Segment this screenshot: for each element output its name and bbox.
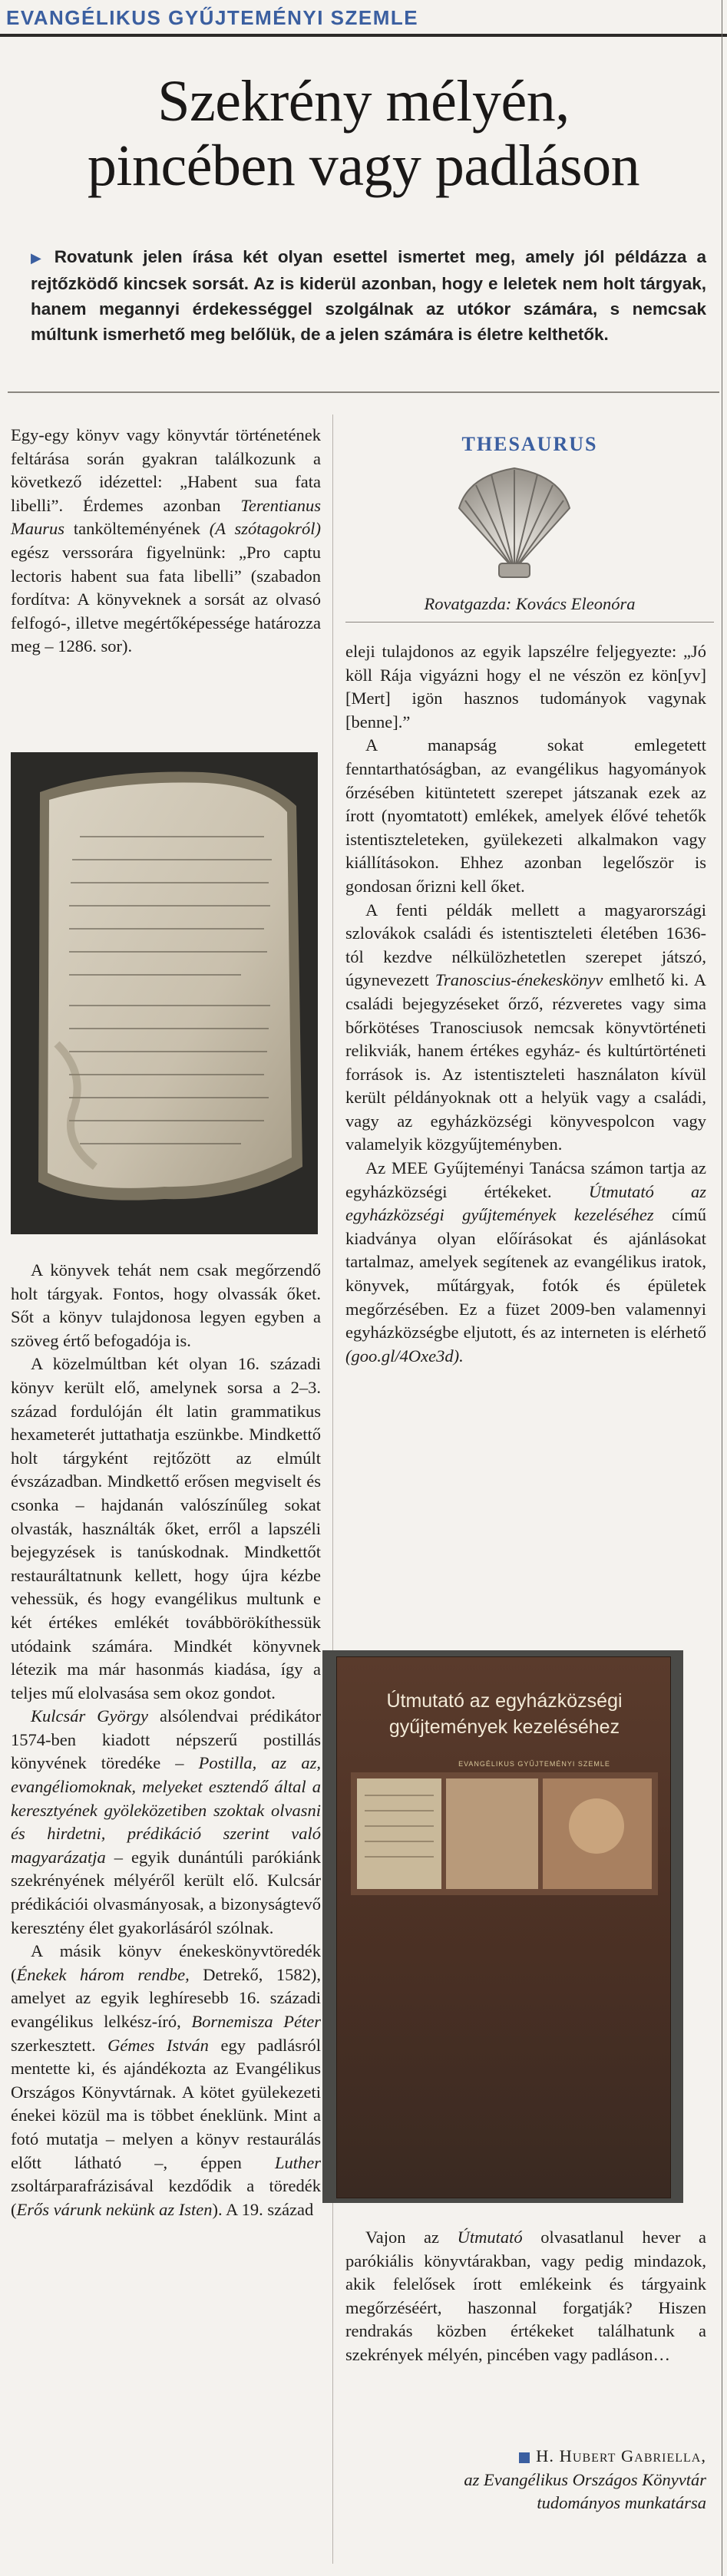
author-role: az Evangélikus Országos Könyvtár xyxy=(464,2469,706,2489)
triangle-bullet-icon: ▶ xyxy=(31,250,47,266)
author-name: H. Hubert Gabriella, xyxy=(345,2445,706,2469)
right-column-bottom xyxy=(345,2226,706,2367)
section-editor: Rovatgazda: Kovács Eleonóra xyxy=(424,594,636,613)
editor-rule xyxy=(345,622,714,623)
page-title xyxy=(0,69,727,198)
square-bullet-icon xyxy=(519,2452,530,2463)
paragraph: A könyvek tehát nem csak megőrzendő holt tárgyak. Fontos, hogy olvassák őket. Sőt a könyv tulajdonosa legyen egyben a szöveg értő befogadója is. xyxy=(11,1260,321,1350)
paragraph: Kulcsár György alsólendvai prédikátor 1574-ben kiadott népszerű postillás könyvének töredéke – Postilla, az az, evangéliomoknak, melyeket esztendő által a keresztyének gyöleközetiben szoktak olvasni és hirdetni, prédikáció szerint való magyarázatja – egyik dunántúli parókiánk szekrényének mélyéről került elő. Kulcsár prédikációi olvasmányosak, a bizonyságtevő keresztény élet gyakorlásáról szólnak. xyxy=(11,1706,321,1937)
paragraph: A közelmúltban két olyan 16. századi könyv került elő, amelynek sorsa a 2–3. század fordulóján élt latin grammatikus hexameterét juttathatja eszünkbe. Mindkettő holt tárgyként rejtőzött az elmúlt évszázadban. Mindkettő erősen megviselt és csonka – hajdanán valószínűleg sokat olvasták, használták őket, erről a lapszéli bejegyzések is tanúskodnak. Mindkettőt restauráltatnunk kellett, hogy újra kézbe vehessük, és hogy evangélikus multunk e két értékes emlékét továbbörökíthessük utódaink számára. Mindkét könyvnek létezik ma már hasonmás kiadása, így a teljes mű elolvasása sem okoz gondot. xyxy=(11,1354,321,1702)
title-line-2: pincében vagy padláson xyxy=(87,134,640,198)
column-divider-left xyxy=(332,414,333,2564)
author-role: tudományos munkatársa xyxy=(537,2493,706,2513)
title-line-1: Szekrény mélyén, xyxy=(157,69,570,134)
lead-bottom-rule xyxy=(8,391,719,393)
old-book-photo xyxy=(11,752,318,1234)
lead-paragraph xyxy=(31,244,706,347)
paragraph: eleji tulajdonos az egyik lapszélre feljegyezte: „Jó köll Rája vigyázni hogy el ne vészön ez kön[yv] [Mert] igön hasznos tudományok vagynak [benne].” xyxy=(345,642,706,732)
paragraph: Vajon az Útmutató olvasatlanul hever a parókiális könyvtárakban, vagy pedig mindazok, akik felelősek írott emlékeink és tárgyaink megőrzéséért, haszonnal forgatják? Hiszen rendrakás közben értékeket találhatunk a szekrények mélyén, pincében vagy padláson… xyxy=(345,2228,706,2364)
book-image xyxy=(11,752,318,1234)
cover-panel xyxy=(336,1656,671,2198)
paragraph: A manapság sokat emlegetett fenntarthatóságban, az evangélikus hagyományok őrzésében kitüntetett szerepet játszanak ezek az írott (nyomtatott) emlékek, amelyek élővé tehetők istentiszteleteken, gyülekezeti alkalmakon vagy kiállításokon. Ehhez azonban legelőször is gondosan őrizni kell őket. xyxy=(345,735,706,896)
header-rule xyxy=(0,34,727,37)
paragraph: A fenti példák mellett a magyarországi szlovákok családi és istentiszteleti életében 1636-tól kezdve nélkülözhetetlen szerepet játszó, úgynevezett Tranoscius-énekeskönyv emlhető ki. A családi bejegyzéseket őrző, rézveretes vagy sima bőrkötéses Tranosciusok nemcsak könyvtörténeti relikviák, hanem értékes egyház- és kultúrtörténeti források is. Az istentiszteleti használaton kívül került példányoknak ott a helyük vagy a családi, vagy az egyházközségi könyvespolcon vagy valamelyik közgyűjteményben. xyxy=(345,900,706,1154)
shell-icon xyxy=(445,462,583,580)
section-label: EVANGÉLIKUS GYŰJTEMÉNYI SZEMLE xyxy=(6,6,419,29)
paragraph: Egy-egy könyv vagy könyvtár történetének feltárása során gyakran találkozunk a következő idézettel: „Habent sua fata libelli”. Érdemes azonban Terentianus Maurus tankölteményének (A szótagokról) egész verssorára figyelnünk: „Pro captu lectoris habent sua fata libelli” (szabadon fordítva: A könyveknek a sorsát az olvasó felfogó-, illetve megértőképessége határozza meg – 1286. sor). xyxy=(11,425,321,656)
guide-cover-image xyxy=(322,1650,683,2203)
right-column-top xyxy=(345,640,706,1368)
cover-collage xyxy=(351,1772,658,1895)
lead-text: Rovatunk jelen írása két olyan esettel ismertet meg, amely jól példázza a rejtőzködő kincsek sorsát. Az is kiderül azonban, hogy e leletek nem holt tárgyak, hanem megannyi érdekességgel szolgálnak az utókor számára, s nemcsak múltunk ismerhető meg belőlük, de a jelen számára is életre kelthetők. xyxy=(31,247,706,344)
left-column-top xyxy=(11,424,321,659)
left-column-bottom xyxy=(11,1259,321,2221)
cover-title: Útmutató az egyházközségi gyűjtemények kezeléséhez xyxy=(386,1690,623,1738)
thesaurus-title: THESAURUS xyxy=(461,433,598,455)
cover-subtitle: EVANGÉLIKUS GYŰJTEMÉNYI SZEMLE xyxy=(458,1760,610,1768)
paragraph: Az MEE Gyűjteményi Tanácsa számon tartja az egyházközségi értékeket. Útmutató az egyházközségi gyűjtemények kezeléséhez című kiadványa olyan előírásokat és ajánlásokat tartalmaz, amelyek segítenek az evangélikus iratok, könyvek, műtárgyak, fotók és épületek megőrzésében. Ez a füzet 2009-ben valamennyi egyházközségbe eljutott, és az interneten is elérhető (goo.gl/4Oxe3d). xyxy=(345,1158,706,1366)
author-signature xyxy=(345,2445,706,2515)
paragraph: A másik könyv énekeskönyvtöredék (Énekek három rendbe, Detrekő, 1582), amelyet az egyik leghíresebb 16. századi evangélikus lelkész-író, Bornemisza Péter szerkesztett. Gémes István egy padlásról mentette ki, és ajándékozta az Evangélikus Országos Könyvtárnak. A kötet gyülekezeti énekei közül ma is többet éneklünk. Mint a fotó mutatja – melyen a könyv restaurálás előtt látható –, éppen Luther zsoltárparafrázisával kezdődik a töredék (Erős várunk nekünk az Isten). A 19. század xyxy=(11,1941,321,2219)
